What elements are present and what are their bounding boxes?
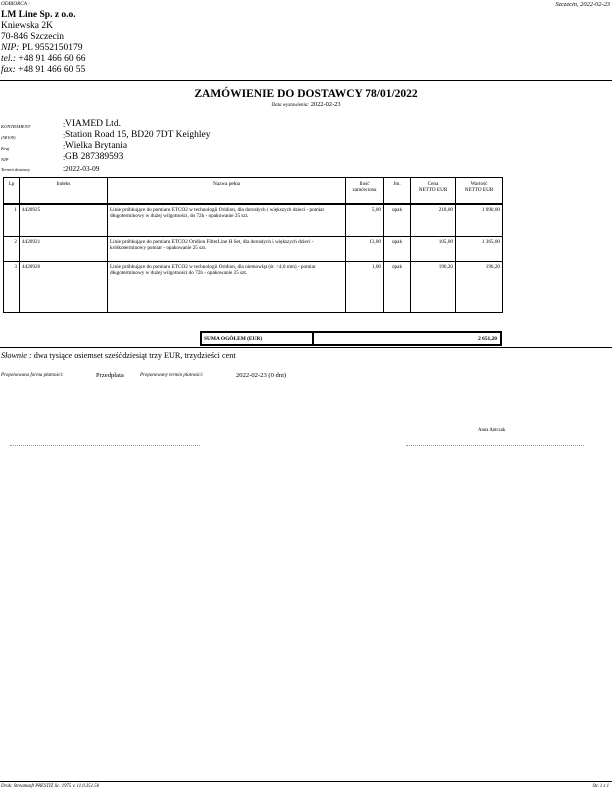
buyer-tel-label: tel.: (1, 54, 17, 64)
contractor-code: (58109) (1, 135, 16, 140)
delivery-label: Termin dostawy (1, 167, 31, 172)
buyer-section-label: ODBIORCA : (1, 1, 30, 7)
payment-term-value: 2022-02-23 (0 dni) (236, 372, 287, 379)
payment-form-label: Proponowana forma płatności: (1, 373, 64, 378)
col-value-line2: NETTO EUR (464, 187, 494, 193)
issue-date-value: 2022-02-23 (310, 101, 341, 108)
col-unit: Jm. (384, 178, 411, 205)
contractor-name: VIAMED Ltd. (65, 119, 121, 129)
total-label: SUMA OGÓŁEM (EUR) (204, 336, 263, 342)
header-divider (0, 80, 612, 81)
col-name: Nazwa pełna (108, 178, 346, 205)
total-box (200, 331, 502, 346)
footer-software: Druk: Streamsoft PRESTIŻ lic. 1975 v. 11.0.351.50 (1, 784, 100, 789)
buyer-nip-value: PL 9552150179 (21, 43, 83, 53)
row-index: 4420925 (20, 204, 108, 236)
row-lp: 1 (4, 204, 20, 236)
buyer-tel (1, 54, 86, 65)
signature-line-left (10, 445, 200, 446)
row-name: Linie próbkujące do pomiaru ETCO2 w technologii Oridion, dla niemowląt (śr. <4.0 mm) - pomiar długoterminowy w dużej wilgotności do 72h - opakowanie 25 szt. (108, 261, 346, 312)
row-price: 105,00 (411, 236, 456, 261)
total-value: 2 651,20 (478, 336, 497, 342)
col-lp: Lp (4, 178, 20, 205)
row-unit: opak (384, 261, 411, 312)
col-value-line1: Wartość (470, 181, 488, 187)
row-unit: opak (384, 204, 411, 236)
row-unit: opak (384, 236, 411, 261)
buyer-nip-label: NIP: (1, 43, 20, 53)
col-value (456, 178, 503, 205)
col-qty (346, 178, 384, 205)
row-price: 196,20 (411, 261, 456, 312)
buyer-nip (1, 43, 82, 54)
country-label: Kraj (1, 146, 10, 151)
table-row (4, 204, 503, 236)
col-qty-line1: Ilość (359, 181, 370, 187)
address-colon: : (63, 131, 66, 140)
table-header-row (4, 178, 503, 205)
col-index: Indeks (20, 178, 108, 205)
amount-in-words (1, 351, 236, 360)
table-row (4, 261, 503, 312)
table-row (4, 236, 503, 261)
country-colon: : (63, 142, 66, 151)
row-qty: 13,00 (346, 236, 384, 261)
amount-in-words-value: dwa tysiące osiemset sześćdziesiąt trzy EUR, trzydzieści cent (33, 351, 236, 360)
row-value: 1 365,00 (456, 236, 503, 261)
row-index: 4420926 (20, 261, 108, 312)
contractor-label: KONTRAHENT (1, 124, 31, 129)
row-qty: 5,00 (346, 204, 384, 236)
col-price (411, 178, 456, 205)
footer-divider (0, 781, 612, 782)
contractor-nip: GB 287389593 (65, 152, 124, 162)
buyer-fax (1, 65, 85, 76)
amount-in-words-label: Słownie : (1, 351, 32, 360)
row-qty: 1,00 (346, 261, 384, 312)
delivery-colon: : (63, 164, 66, 173)
buyer-fax-label: fax: (1, 65, 16, 75)
row-price: 218,00 (411, 204, 456, 236)
issue-date-label: Data wystawienia: (271, 103, 310, 108)
payment-term-label: Proponowany termin płatności: (140, 373, 204, 378)
page-number: Str. 1 z 1 (592, 784, 609, 789)
nip-colon: : (63, 153, 66, 162)
row-lp: 2 (4, 236, 20, 261)
col-qty-line2: zamówiona (352, 187, 377, 193)
buyer-street: Kniewska 2K (1, 21, 53, 31)
row-value: 196,20 (456, 261, 503, 312)
buyer-fax-value: +48 91 466 60 55 (18, 65, 86, 75)
issue-date-line (0, 101, 612, 108)
contractor-nip-label: NIP (1, 157, 9, 162)
col-price-line1: Cena (427, 181, 439, 187)
total-divider (312, 333, 314, 344)
document-title: ZAMÓWIENIE DO DOSTAWCY 78/01/2022 (194, 88, 418, 100)
contractor-country: Wielka Brytania (65, 141, 128, 151)
col-price-line2: NETTO EUR (418, 187, 448, 193)
row-name: Linie próbkujące do pomiaru ETCO2 w technologii Oridion, dla dorosłych i większych dzieci - pomiar długoterminowy w dużej wilgotności, do 72h - opakowanie 25 szt. (108, 204, 346, 236)
row-lp: 3 (4, 261, 20, 312)
row-index: 4420921 (20, 236, 108, 261)
place-date: Szczecin, 2022-02-23 (555, 1, 610, 8)
payment-form-value: Przedpłata (96, 372, 124, 379)
buyer-name: LM Line Sp. z o.o. (1, 10, 76, 20)
buyer-tel-value: +48 91 466 60 66 (18, 54, 86, 64)
row-name: Linie próbkujące do pomiaru ETCO2 Oridion FilterLine H Set, dla dorosłych i większych dzieci - krótkoterminowy pomiar - opakowanie 25 szt. (108, 236, 346, 261)
signatory-name: Anna Antczak (478, 428, 506, 433)
row-value: 1 090,00 (456, 204, 503, 236)
summary-divider (0, 347, 612, 348)
signature-line-right (406, 445, 584, 446)
order-items-table (3, 177, 503, 313)
buyer-city: 70-846 Szczecin (1, 32, 65, 42)
contractor-colon: : (63, 120, 66, 129)
delivery-date: 2022-03-09 (65, 164, 100, 173)
contractor-address: Station Road 15, BD20 7DT Keighley (65, 130, 211, 140)
